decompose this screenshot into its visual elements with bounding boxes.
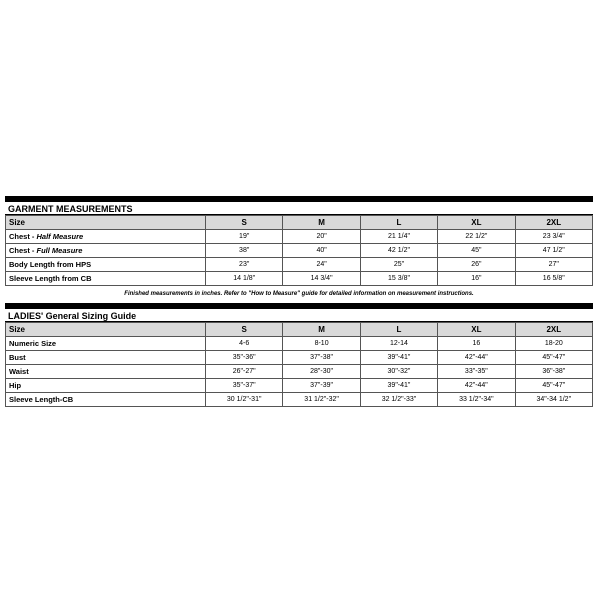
ladies-cell: 37"-38"	[283, 351, 360, 365]
garment-cell: 15 3/8"	[360, 272, 437, 286]
ladies-cell: 45"-47"	[515, 379, 592, 393]
garment-row-label: Chest - Full Measure	[6, 244, 206, 258]
ladies-cell: 28"-30"	[283, 365, 360, 379]
ladies-cell: 32 1/2"-33"	[360, 393, 437, 407]
garment-row-label: Body Length from HPS	[6, 258, 206, 272]
ladies-sizing-table	[5, 322, 593, 407]
garment-cell: 14 1/8"	[206, 272, 283, 286]
table-row	[6, 337, 593, 351]
garment-header-l: L	[360, 216, 437, 230]
size-chart-sheet	[5, 196, 593, 407]
ladies-cell: 16	[438, 337, 515, 351]
ladies-cell: 37"-39"	[283, 379, 360, 393]
ladies-cell: 4-6	[206, 337, 283, 351]
ladies-cell: 36"-38"	[515, 365, 592, 379]
ladies-header-size: Size	[6, 323, 206, 337]
ladies-cell: 39"-41"	[360, 379, 437, 393]
ladies-cell: 33"-35"	[438, 365, 515, 379]
ladies-sizing-title: LADIES' General Sizing Guide	[5, 309, 593, 322]
ladies-header-m: M	[283, 323, 360, 337]
ladies-cell: 34"-34 1/2"	[515, 393, 592, 407]
ladies-cell: 42"-44"	[438, 351, 515, 365]
garment-cell: 25"	[360, 258, 437, 272]
ladies-row-label: Waist	[6, 365, 206, 379]
ladies-header-s: S	[206, 323, 283, 337]
garment-header-size: Size	[6, 216, 206, 230]
ladies-cell: 31 1/2"-32"	[283, 393, 360, 407]
ladies-header-xl: XL	[438, 323, 515, 337]
garment-row-label: Sleeve Length from CB	[6, 272, 206, 286]
table-row	[6, 244, 593, 258]
ladies-row-label: Numeric Size	[6, 337, 206, 351]
ladies-cell: 45"-47"	[515, 351, 592, 365]
ladies-header-2xl: 2XL	[515, 323, 592, 337]
ladies-cell: 35"-37"	[206, 379, 283, 393]
garment-cell: 38"	[206, 244, 283, 258]
garment-cell: 45"	[438, 244, 515, 258]
ladies-header-row	[6, 323, 593, 337]
garment-cell: 16 5/8"	[515, 272, 592, 286]
ladies-cell: 12-14	[360, 337, 437, 351]
garment-cell: 27"	[515, 258, 592, 272]
garment-cell: 20"	[283, 230, 360, 244]
ladies-row-label: Bust	[6, 351, 206, 365]
ladies-cell: 18-20	[515, 337, 592, 351]
garment-cell: 42 1/2"	[360, 244, 437, 258]
garment-measurements-table	[5, 215, 593, 286]
table-row	[6, 365, 593, 379]
ladies-cell: 30"-32"	[360, 365, 437, 379]
garment-cell: 26"	[438, 258, 515, 272]
garment-header-row	[6, 216, 593, 230]
garment-cell: 24"	[283, 258, 360, 272]
ladies-header-l: L	[360, 323, 437, 337]
table-row	[6, 393, 593, 407]
garment-header-2xl: 2XL	[515, 216, 592, 230]
garment-cell: 23"	[206, 258, 283, 272]
table-row	[6, 230, 593, 244]
ladies-cell: 8-10	[283, 337, 360, 351]
ladies-cell: 30 1/2"-31"	[206, 393, 283, 407]
garment-cell: 23 3/4"	[515, 230, 592, 244]
garment-cell: 16"	[438, 272, 515, 286]
measurement-note: Finished measurements in inches. Refer to "How to Measure" guide for detailed information on measurement instructions.	[124, 291, 474, 297]
table-row	[6, 379, 593, 393]
garment-cell: 21 1/4"	[360, 230, 437, 244]
ladies-cell: 42"-44"	[438, 379, 515, 393]
garment-cell: 14 3/4"	[283, 272, 360, 286]
ladies-cell: 26"-27"	[206, 365, 283, 379]
garment-row-label: Chest - Half Measure	[6, 230, 206, 244]
garment-header-xl: XL	[438, 216, 515, 230]
garment-cell: 22 1/2"	[438, 230, 515, 244]
table-row	[6, 272, 593, 286]
ladies-cell: 39"-41"	[360, 351, 437, 365]
garment-header-m: M	[283, 216, 360, 230]
garment-cell: 19"	[206, 230, 283, 244]
ladies-cell: 33 1/2"-34"	[438, 393, 515, 407]
ladies-cell: 35"-36"	[206, 351, 283, 365]
garment-cell: 47 1/2"	[515, 244, 592, 258]
garment-measurements-title: GARMENT MEASUREMENTS	[5, 202, 593, 215]
table-row	[6, 351, 593, 365]
garment-header-s: S	[206, 216, 283, 230]
ladies-row-label: Hip	[6, 379, 206, 393]
ladies-row-label: Sleeve Length-CB	[6, 393, 206, 407]
garment-cell: 40"	[283, 244, 360, 258]
table-row	[6, 258, 593, 272]
